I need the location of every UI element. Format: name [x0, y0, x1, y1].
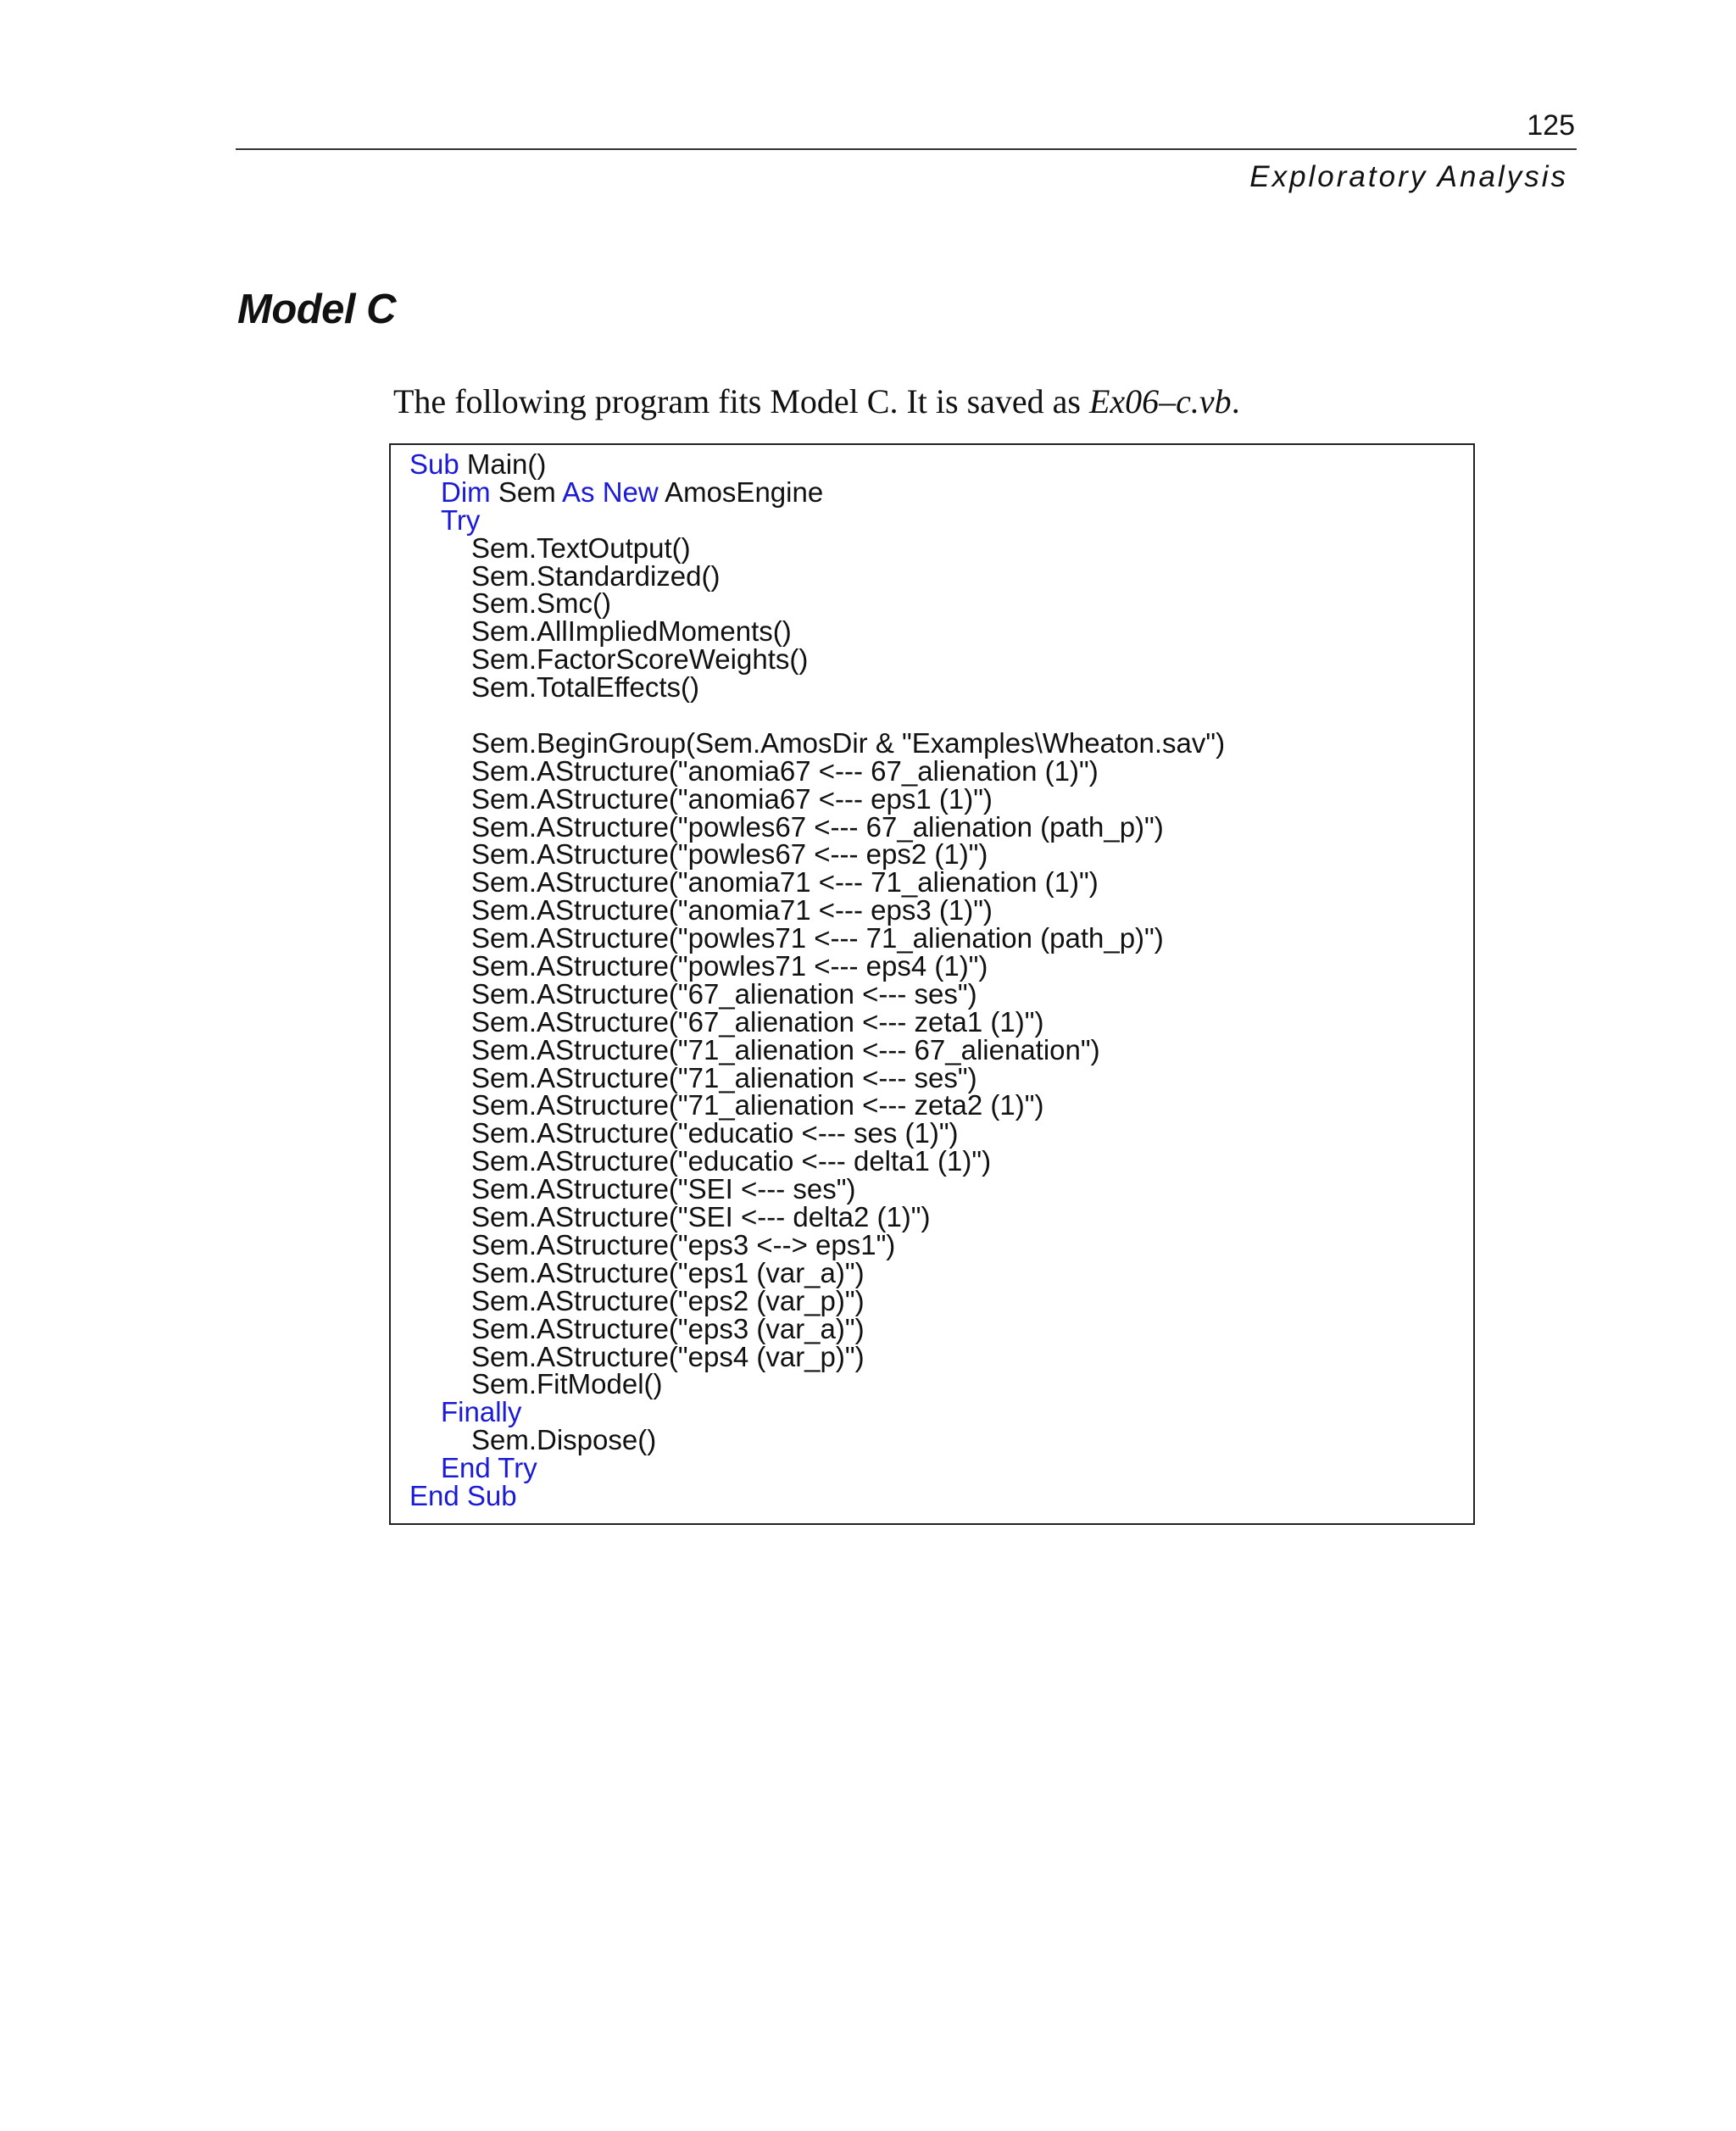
code-line: Sem.AStructure("71_alienation <--- ses") — [471, 1061, 977, 1093]
code-line-try — [409, 504, 1473, 536]
code-line: Sem.BeginGroup(Sem.AmosDir & "Examples\Wheaton.sav") — [471, 726, 1226, 759]
header-rule — [236, 148, 1577, 150]
code-line: Sem.AStructure("powles71 <--- eps4 (1)") — [471, 950, 988, 982]
code-line: Sem.Smc() — [471, 587, 611, 620]
code-line: Sem.AStructure("71_alienation <--- zeta2 (1)") — [471, 1089, 1044, 1121]
code-line-blank — [409, 702, 1473, 730]
code-line-dispose: Sem.Dispose() — [471, 1424, 657, 1456]
keyword: End Try — [441, 1452, 537, 1484]
code-line: Sem.AStructure("eps2 (var_p)") — [471, 1284, 865, 1316]
code-text: AmosEngine — [658, 476, 824, 508]
code-line-end-try — [409, 1452, 1473, 1484]
code-text: Main() — [459, 448, 547, 480]
intro-end: . — [1231, 382, 1240, 420]
keyword: Try — [441, 504, 481, 536]
running-head: Exploratory Analysis — [1249, 160, 1568, 193]
keyword: As New — [562, 476, 659, 508]
intro-paragraph — [393, 380, 1240, 424]
code-line: Sem.AStructure("powles71 <--- 71_alienation (path_p)") — [471, 922, 1164, 954]
keyword: Dim — [441, 476, 491, 508]
code-line: Sem.AllImpliedMoments() — [471, 615, 792, 648]
code-line: Sem.AStructure("eps4 (var_p)") — [471, 1340, 865, 1372]
code-line: Sem.AStructure("anomia71 <--- 71_alienation (1)") — [471, 866, 1099, 899]
code-line: Sem.Standardized() — [471, 559, 721, 592]
code-line: Sem.AStructure("anomia71 <--- eps3 (1)") — [471, 894, 993, 926]
code-line: Sem.AStructure("powles67 <--- eps2 (1)") — [471, 838, 988, 871]
code-line: Sem.TotalEffects() — [471, 671, 699, 704]
page-number: 125 — [1527, 109, 1575, 142]
code-text: Sem — [490, 476, 563, 508]
code-line: Sem.AStructure("eps1 (var_a)") — [471, 1256, 865, 1288]
keyword: End Sub — [409, 1479, 517, 1511]
code-line: Sem.AStructure("educatio <--- delta1 (1)") — [471, 1145, 992, 1177]
code-line: Sem.AStructure("67_alienation <--- zeta1 (1)") — [471, 1005, 1044, 1038]
code-line: Sem.AStructure("SEI <--- delta2 (1)") — [471, 1201, 931, 1233]
section-title: Model C — [237, 287, 397, 332]
code-model-block — [409, 726, 1473, 1400]
code-setup-block — [409, 531, 1473, 704]
keyword: Finally — [441, 1396, 522, 1428]
code-line: Sem.AStructure("powles67 <--- 67_alienation (path_p)") — [471, 810, 1164, 843]
code-line: Sem.AStructure("anomia67 <--- 67_alienation (1)") — [471, 754, 1099, 787]
code-line: Sem.AStructure("SEI <--- ses") — [471, 1173, 856, 1205]
code-line: Sem.TextOutput() — [471, 531, 691, 564]
code-line-finally — [409, 1396, 1473, 1428]
code-line-end-sub — [409, 1479, 1473, 1511]
code-line-dim — [409, 476, 1473, 508]
code-listing — [389, 443, 1475, 1525]
code-line: Sem.AStructure("67_alienation <--- ses") — [471, 977, 977, 1010]
code-line: Sem.AStructure("71_alienation <--- 67_alienation") — [471, 1033, 1100, 1066]
code-line: Sem.AStructure("educatio <--- ses (1)") — [471, 1117, 959, 1149]
code-line: Sem.FactorScoreWeights() — [471, 643, 809, 676]
intro-filename: Ex06–c.vb — [1088, 382, 1232, 420]
code-line-sub-main — [409, 448, 1473, 480]
code-line: Sem.FitModel() — [471, 1368, 663, 1400]
code-line: Sem.AStructure("eps3 <--> eps1") — [471, 1228, 896, 1260]
code-line: Sem.AStructure("anomia67 <--- eps1 (1)") — [471, 782, 993, 815]
keyword: Sub — [409, 448, 459, 480]
intro-text: The following program fits Model C. It is saved as — [393, 382, 1089, 420]
code-line: Sem.AStructure("eps3 (var_a)") — [471, 1312, 865, 1344]
